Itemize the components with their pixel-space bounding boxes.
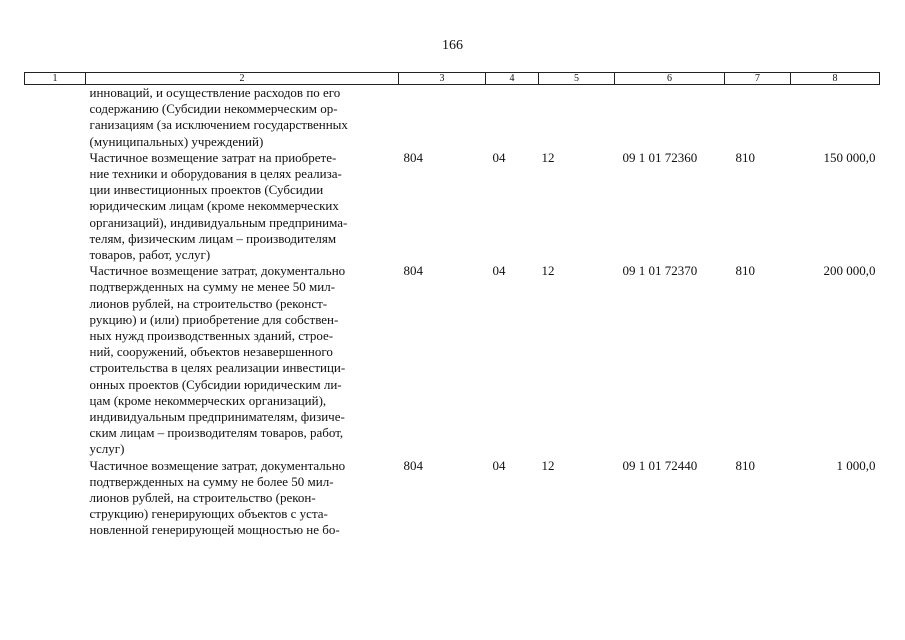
number-cell	[25, 150, 86, 263]
item-name-line: Частичное возмещение затрат, документально	[89, 457, 346, 473]
target-code-cell: 09 1 01 72360	[622, 149, 698, 165]
section-code-cell: 04	[492, 149, 506, 165]
item-name-line: лионов рублей, на строительство (реконст-	[89, 295, 328, 311]
item-name-line: ных нужд производственных зданий, строе-	[89, 328, 334, 344]
table-row	[25, 458, 880, 539]
ministry-code-cell: 804	[403, 149, 423, 165]
item-name-line: строительства в целях реализации инвестици-	[89, 360, 346, 376]
item-name-line: услуг)	[89, 441, 125, 457]
amount-cell: 200 000,0	[823, 263, 876, 279]
ministry-code-cell: 804	[403, 263, 423, 279]
item-name-line: подтвержденных на сумму не менее 50 мил-	[89, 279, 336, 295]
item-name-line: организаций), индивидуальным предпринима-	[89, 214, 348, 230]
section-code-cell	[486, 85, 539, 150]
item-name-line: лионов рублей, на строительство (рекон-	[89, 490, 316, 506]
target-code-cell	[615, 85, 725, 150]
column-header-3: 3	[399, 73, 486, 85]
target-code-cell: 09 1 01 72440	[622, 457, 698, 473]
number-cell	[25, 458, 86, 539]
item-name-line: индивидуальным предпринимателям, физиче-	[89, 409, 345, 425]
expense-type-cell: 810	[735, 457, 755, 473]
expense-type-cell: 810	[735, 149, 755, 165]
column-header-1: 1	[25, 73, 86, 85]
ministry-code-cell	[399, 85, 486, 150]
table-row	[25, 263, 880, 457]
item-name-line: ний, сооружений, объектов незавершенного	[89, 344, 333, 360]
item-name-line: Частичное возмещение затрат на приобрете-	[89, 149, 337, 165]
item-name-line: рукцию) и (или) приобретение для собствен-	[89, 311, 339, 327]
expense-type-cell: 810	[735, 263, 755, 279]
item-name-cell	[86, 85, 399, 150]
item-name-line: телям, физическим лицам – производителям	[89, 230, 337, 246]
table-row	[25, 85, 880, 150]
item-name-line: ским лицам – производителям товаров, работ,	[89, 425, 344, 441]
item-name-line: содержанию (Субсидии некоммерческим ор-	[89, 101, 338, 117]
item-name-line: онных проектов (Субсидии юридическим ли-	[89, 376, 342, 392]
column-header-2: 2	[86, 73, 399, 85]
item-name-line: инноваций, и осуществление расходов по его	[89, 85, 341, 100]
table-row	[25, 150, 880, 263]
amount-cell: 1 000,0	[836, 457, 876, 473]
item-name-cell	[86, 263, 399, 457]
column-number-row	[25, 73, 880, 85]
subsection-code-cell: 12	[541, 263, 555, 279]
item-name-line: ции инвестиционных проектов (Субсидии	[89, 182, 324, 198]
column-header-5: 5	[539, 73, 615, 85]
ministry-code-cell: 804	[403, 457, 423, 473]
page-number: 166	[442, 38, 463, 53]
column-header-8: 8	[791, 73, 880, 85]
item-name-line: цам (кроме некоммерческих организаций),	[89, 392, 327, 408]
item-name-line: товаров, работ, услуг)	[89, 247, 211, 263]
item-name-line: (муниципальных) учреждений)	[89, 133, 264, 149]
section-code-cell: 04	[492, 457, 506, 473]
item-name-line: Частичное возмещение затрат, документально	[89, 263, 346, 279]
subsection-code-cell: 12	[541, 149, 555, 165]
item-name-line: новленной генерирующей мощностью не бо-	[89, 522, 340, 538]
item-name-cell	[86, 150, 399, 263]
item-name-line: юридическим лицам (кроме некоммерческих	[89, 198, 339, 214]
expense-type-cell	[725, 85, 791, 150]
item-name-line: струкцию) генерирующих объектов с уста-	[89, 506, 328, 522]
target-code-cell: 09 1 01 72370	[622, 263, 698, 279]
budget-table	[24, 72, 880, 539]
amount-cell: 150 000,0	[823, 149, 876, 165]
item-name-line: ние техники и оборудования в целях реализа-	[89, 166, 342, 182]
column-header-7: 7	[725, 73, 791, 85]
column-header-4: 4	[486, 73, 539, 85]
column-header-6: 6	[615, 73, 725, 85]
number-cell	[25, 263, 86, 457]
item-name-line: ганизациям (за исключением государственных	[89, 117, 348, 133]
amount-cell	[791, 85, 880, 150]
table-body	[25, 85, 880, 539]
item-name-cell	[86, 458, 399, 539]
table-header	[25, 73, 880, 85]
subsection-code-cell: 12	[541, 457, 555, 473]
number-cell	[25, 85, 86, 150]
item-name-line: подтвержденных на сумму не более 50 мил-	[89, 473, 334, 489]
section-code-cell: 04	[492, 263, 506, 279]
subsection-code-cell	[539, 85, 615, 150]
